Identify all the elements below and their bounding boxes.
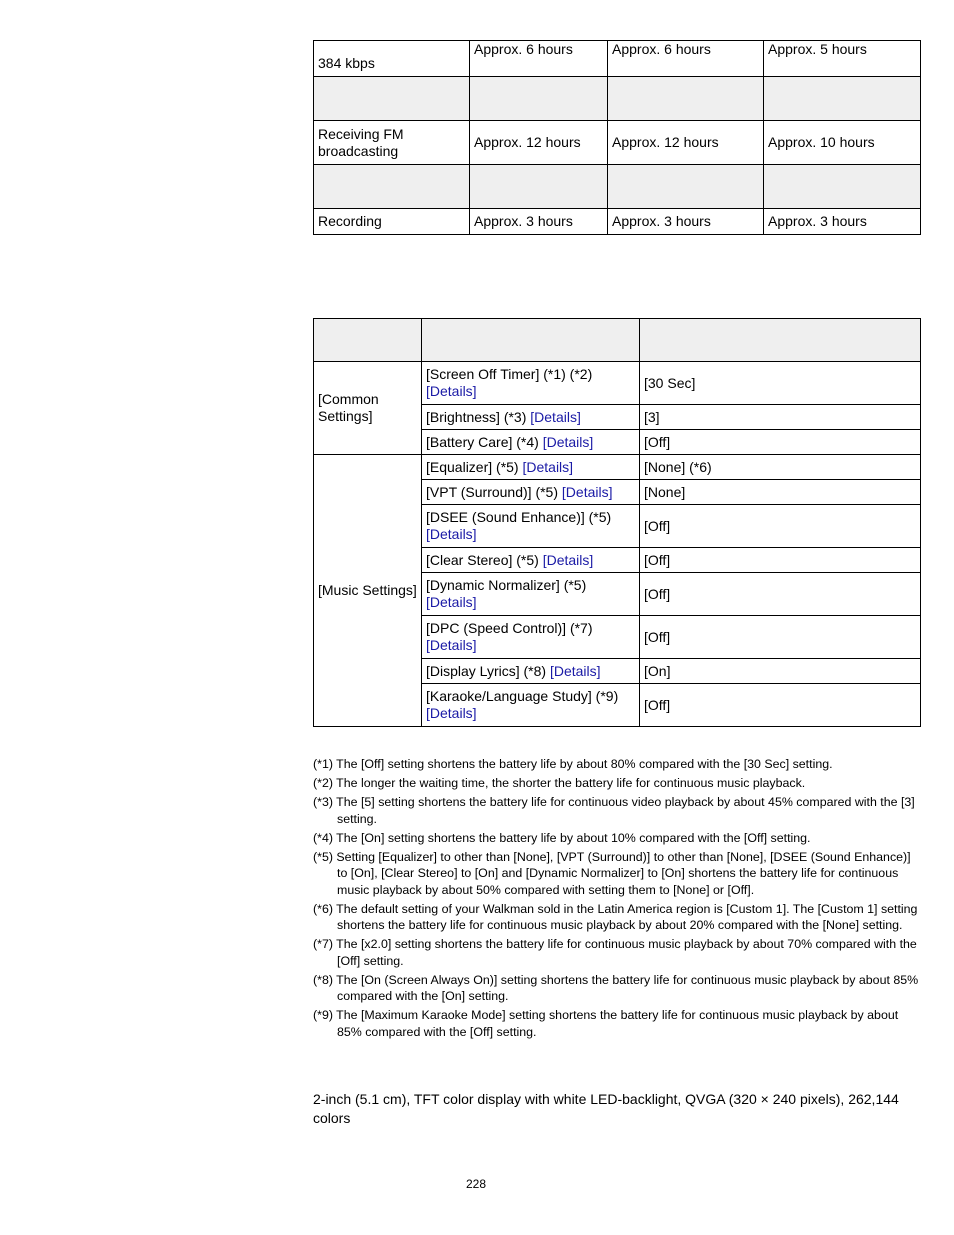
header-cell <box>764 77 921 121</box>
setting-value: [Off] <box>640 505 921 548</box>
setting-name: [VPT (Surround)] (*5) <box>426 483 559 500</box>
setting-name: [Karaoke/Language Study] (*9) <box>426 688 619 704</box>
row-label: Recording <box>314 209 470 235</box>
table-row <box>314 121 921 165</box>
header-cell <box>470 77 608 121</box>
setting-value: [Off] <box>640 573 921 616</box>
footnote: (*3) The [5] setting shortens the battery life for continuous video playback by about 45% compared with the [3] setting. <box>313 795 915 826</box>
details-link[interactable]: [Details] <box>426 383 477 399</box>
header-cell <box>314 165 470 209</box>
footnote: (*9) The [Maximum Karaoke Mode] setting shortens the battery life for continuous music playback by about 85% compared with the [Off] setting. <box>313 1008 899 1039</box>
footnote: (*8) The [On (Screen Always On)] setting shortens the battery life for continuous music playback by about 85% compared with the [On] setting. <box>313 972 919 1003</box>
cell-value: Approx. 6 hours <box>608 41 764 77</box>
setting-name: [Battery Care] (*4) <box>426 433 539 450</box>
setting-name: [Screen Off Timer] (*1) (*2) <box>426 366 593 382</box>
table-header-row <box>314 319 921 362</box>
details-link[interactable]: [Details] <box>542 433 594 450</box>
setting-cell <box>422 505 640 548</box>
header-cell <box>608 77 764 121</box>
setting-name: [Equalizer] (*5) <box>426 458 519 475</box>
header-cell <box>422 319 640 362</box>
display-spec-text: 2-inch (5.1 cm), TFT color display with white LED-backlight, QVGA (320 × 240 pixels), 262,144 colors <box>313 1091 899 1126</box>
setting-name: [DSEE (Sound Enhance)] (*5) <box>426 509 612 525</box>
setting-value: [None] (*6) <box>640 455 921 480</box>
row-label: 384 kbps <box>314 41 470 77</box>
page-number: 228 <box>466 1177 487 1191</box>
setting-name: [DPC (Speed Control)] (*7) <box>426 620 593 636</box>
setting-name: [Dynamic Normalizer] (*5) <box>426 577 587 593</box>
setting-value: [Off] <box>640 548 921 573</box>
setting-cell <box>422 430 640 455</box>
details-link[interactable]: [Details] <box>426 637 477 653</box>
footnote: (*6) The default setting of your Walkman sold in the Latin America region is [Custom 1]. The [Custom 1] setting shortens the battery life for continuous music playback by about 20% compared with the [None] setting. <box>313 901 918 932</box>
setting-cell <box>422 659 640 684</box>
cell-value: Approx. 3 hours <box>608 209 764 235</box>
details-link[interactable]: [Details] <box>561 483 613 500</box>
setting-value: [Off] <box>640 684 921 727</box>
table-row <box>314 41 921 77</box>
cell-value: Approx. 12 hours <box>470 121 608 165</box>
cell-value: Approx. 3 hours <box>470 209 608 235</box>
setting-cell <box>422 405 640 430</box>
setting-cell <box>422 573 640 616</box>
cell-value: Approx. 5 hours <box>764 41 921 77</box>
group-common-settings: [Common Settings] <box>314 362 422 455</box>
footnote: (*7) The [x2.0] setting shortens the battery life for continuous music playback by about 70% compared with the [Off] setting. <box>313 937 917 968</box>
table-header-row <box>314 77 921 121</box>
table-header-row <box>314 165 921 209</box>
table-row <box>314 362 921 405</box>
footnote: (*4) The [On] setting shortens the battery life by about 10% compared with the [Off] setting. <box>313 830 811 845</box>
cell-value: Approx. 6 hours <box>470 41 608 77</box>
footnote: (*5) Setting [Equalizer] to other than [None], [VPT (Surround)] to other than [None], [DSEE (Sound Enhance)] to [On], [Clear Stereo] to [On] and [Dynamic Normalizer] to [On] shortens the battery life for continuous music playback by about 50% compared with setting them to [None] or [Off]. <box>313 849 911 897</box>
table-row <box>314 209 921 235</box>
setting-value: [30 Sec] <box>640 362 921 405</box>
setting-cell <box>422 362 640 405</box>
details-link[interactable]: [Details] <box>530 408 581 425</box>
header-cell <box>608 165 764 209</box>
settings-table <box>313 318 921 727</box>
footnote: (*2) The longer the waiting time, the shorter the battery life for continuous music playback. <box>313 776 806 790</box>
details-link[interactable]: [Details] <box>522 458 574 475</box>
header-cell <box>764 165 921 209</box>
header-cell <box>314 319 422 362</box>
cell-value: Approx. 12 hours <box>608 121 764 165</box>
footnote: (*1) The [Off] setting shortens the battery life by about 80% compared with the [30 Sec] setting. <box>313 757 833 771</box>
setting-cell <box>422 480 640 505</box>
setting-cell <box>422 548 640 573</box>
details-link[interactable]: [Details] <box>426 526 477 542</box>
header-cell <box>314 77 470 121</box>
cell-value: Approx. 3 hours <box>764 209 921 235</box>
header-cell <box>470 165 608 209</box>
setting-value: [3] <box>640 405 921 430</box>
setting-value: [None] <box>640 480 921 505</box>
battery-life-table <box>313 40 921 235</box>
setting-cell <box>422 616 640 659</box>
setting-value: [Off] <box>640 616 921 659</box>
cell-value: Approx. 10 hours <box>764 121 921 165</box>
header-cell <box>640 319 921 362</box>
setting-value: [Off] <box>640 430 921 455</box>
table-row <box>314 455 921 480</box>
footnotes <box>313 756 923 1043</box>
setting-cell <box>422 684 640 727</box>
details-link[interactable]: [Details] <box>426 705 477 721</box>
setting-name: [Brightness] (*3) <box>426 408 527 425</box>
setting-value: [On] <box>640 659 921 684</box>
row-label: Receiving FM broadcasting <box>314 121 470 165</box>
details-link[interactable]: [Details] <box>542 551 594 568</box>
group-music-settings: [Music Settings] <box>314 455 422 727</box>
setting-cell <box>422 455 640 480</box>
setting-name: [Clear Stereo] (*5) <box>426 551 539 568</box>
details-link[interactable]: [Details] <box>426 594 477 610</box>
setting-name: [Display Lyrics] (*8) <box>426 662 547 679</box>
details-link[interactable]: [Details] <box>549 662 601 679</box>
